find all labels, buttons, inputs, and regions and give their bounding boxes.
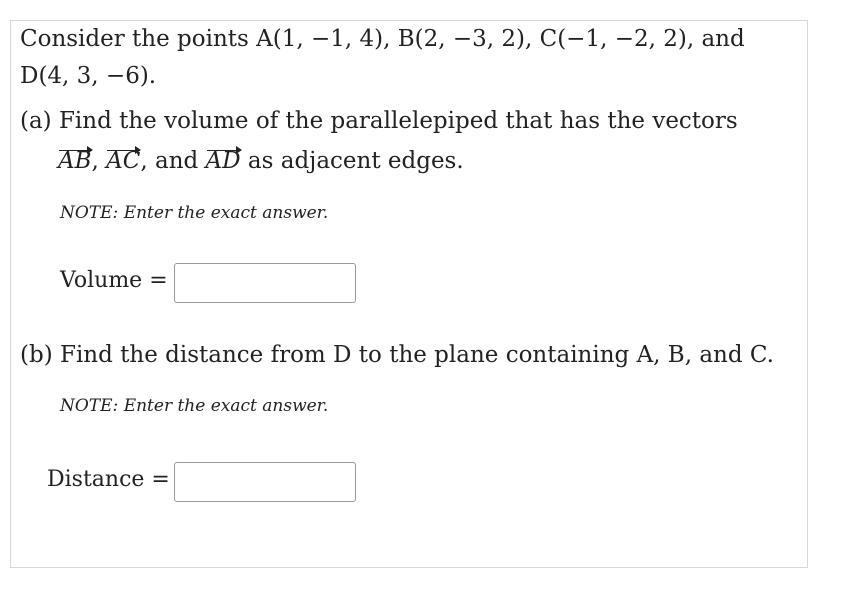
distance-input[interactable] [174,462,356,502]
part-a-question-tail: as adjacent edges. [240,148,464,174]
vector-separator-1: , [91,148,107,174]
vector-ab: AB [58,148,92,174]
part-a-question-line-2 [58,148,464,174]
part-b-question: (b) Find the distance from D to the plane containing A, B, and C. [20,342,774,368]
vector-separator-2: , and [140,148,206,174]
volume-input[interactable] [174,263,356,303]
vector-ac: AC [106,148,141,174]
vector-ad: AD [205,148,241,174]
distance-label: Distance = [47,467,170,492]
problem-intro-line-2: D(4, 3, −6). [20,63,157,89]
part-a-note: NOTE: Enter the exact answer. [60,203,329,223]
part-a-question: (a) Find the volume of the parallelepiped that has the vectors [20,108,738,134]
part-b-note: NOTE: Enter the exact answer. [60,396,329,416]
volume-label: Volume = [60,268,168,293]
problem-intro-line-1: Consider the points A(1, −1, 4), B(2, −3, 2), C(−1, −2, 2), and [20,26,745,52]
